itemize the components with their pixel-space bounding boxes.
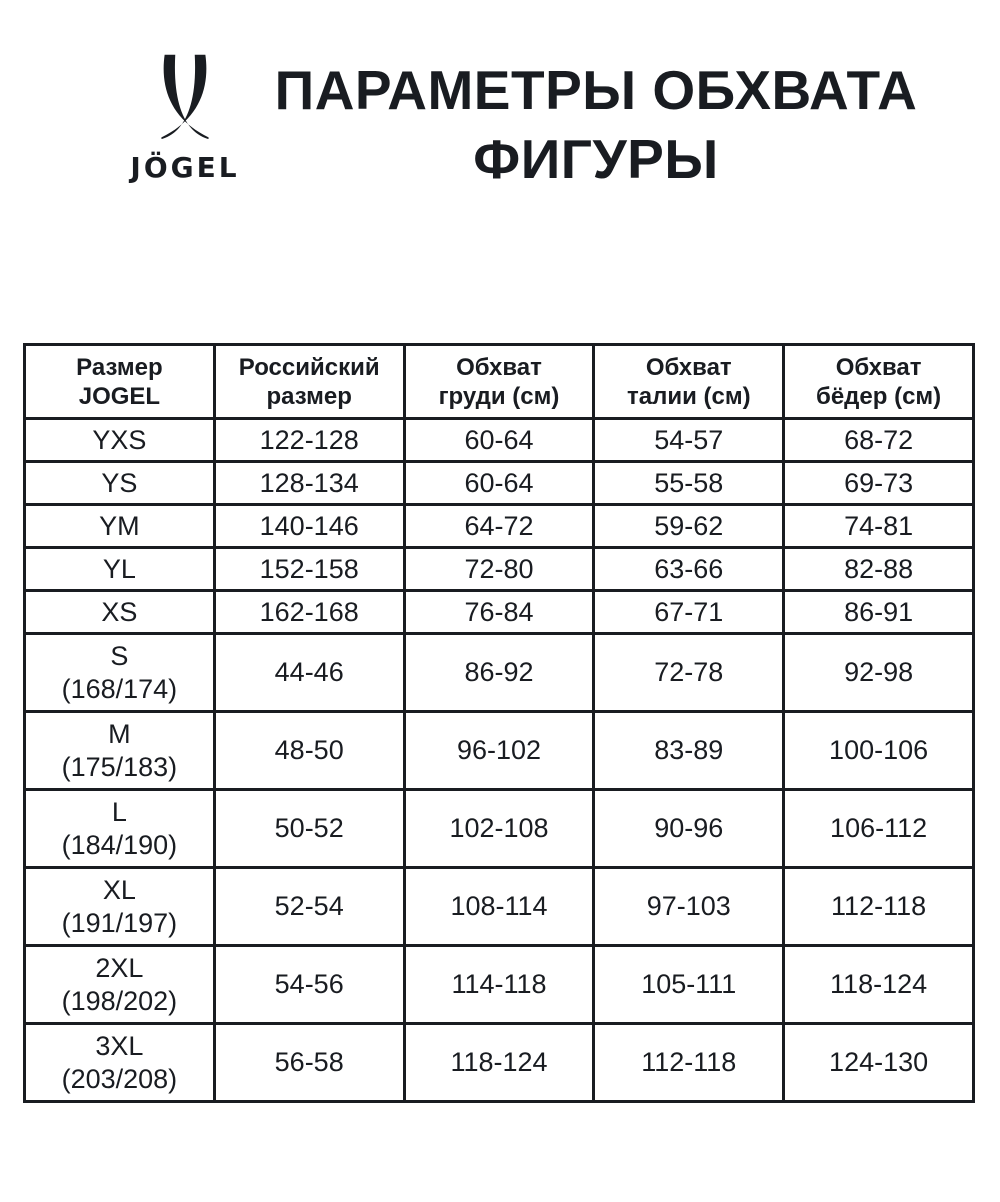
header-row — [25, 345, 974, 419]
size-name: L — [111, 796, 127, 827]
cell-russian-size: 152-158 — [214, 548, 404, 591]
size-name: M — [108, 718, 131, 749]
size-height-range: (184/190) — [61, 829, 178, 860]
cell-hips: 100-106 — [784, 712, 974, 790]
cell-chest: 76-84 — [404, 591, 594, 634]
size-table — [23, 343, 975, 1103]
size-name: YM — [99, 510, 140, 541]
cell-jogel-size — [25, 1024, 215, 1102]
cell-jogel-size — [25, 462, 215, 505]
cell-waist: 72-78 — [594, 634, 784, 712]
cell-chest: 102-108 — [404, 790, 594, 868]
size-name: 3XL — [95, 1030, 144, 1061]
cell-chest: 60-64 — [404, 462, 594, 505]
size-name: S — [110, 640, 129, 671]
cell-hips: 74-81 — [784, 505, 974, 548]
cell-chest: 114-118 — [404, 946, 594, 1024]
cell-hips: 118-124 — [784, 946, 974, 1024]
size-table-body — [25, 419, 974, 1102]
size-table-header — [25, 345, 974, 419]
size-height-range: (203/208) — [61, 1063, 178, 1094]
cell-waist: 97-103 — [594, 868, 784, 946]
cell-jogel-size — [25, 712, 215, 790]
cell-russian-size: 52-54 — [214, 868, 404, 946]
column-header-waist — [594, 345, 784, 419]
cell-jogel-size — [25, 790, 215, 868]
cell-jogel-size — [25, 419, 215, 462]
size-height-range: (191/197) — [61, 907, 178, 938]
cell-jogel-size — [25, 868, 215, 946]
cell-jogel-size — [25, 505, 215, 548]
table-row — [25, 505, 974, 548]
cell-waist: 55-58 — [594, 462, 784, 505]
size-name: XL — [102, 874, 136, 905]
jogel-wordmark: JÖGEL — [130, 151, 240, 184]
size-name: YXS — [92, 424, 147, 455]
page-title-line2: ФИГУРЫ — [473, 128, 719, 190]
size-name: XS — [101, 596, 138, 627]
cell-waist: 63-66 — [594, 548, 784, 591]
header-text: талии (см) — [626, 382, 751, 410]
cell-hips: 86-91 — [784, 591, 974, 634]
cell-hips: 82-88 — [784, 548, 974, 591]
cell-waist: 54-57 — [594, 419, 784, 462]
cell-russian-size: 44-46 — [214, 634, 404, 712]
cell-waist: 59-62 — [594, 505, 784, 548]
column-header-hips — [784, 345, 974, 419]
column-header-russian-size — [214, 345, 404, 419]
header-text: бёдер (см) — [816, 382, 942, 410]
cell-russian-size: 140-146 — [214, 505, 404, 548]
page-title-line1: ПАРАМЕТРЫ ОБХВАТА — [274, 59, 918, 121]
cell-hips: 112-118 — [784, 868, 974, 946]
header-text: Обхват — [456, 353, 542, 381]
table-row — [25, 712, 974, 790]
cell-jogel-size — [25, 548, 215, 591]
header-text: груди (см) — [438, 382, 560, 410]
size-name: 2XL — [95, 952, 144, 983]
size-height-range: (175/183) — [61, 751, 178, 782]
cell-jogel-size — [25, 634, 215, 712]
cell-russian-size: 48-50 — [214, 712, 404, 790]
cell-hips: 69-73 — [784, 462, 974, 505]
header-text: Обхват — [835, 353, 922, 381]
jogel-emblem-icon — [154, 54, 216, 144]
cell-chest: 118-124 — [404, 1024, 594, 1102]
cell-chest: 72-80 — [404, 548, 594, 591]
header-text: JOGEL — [78, 382, 161, 410]
cell-chest: 86-92 — [404, 634, 594, 712]
column-header-jogel-size — [25, 345, 215, 419]
size-height-range: (198/202) — [61, 985, 178, 1016]
table-row — [25, 462, 974, 505]
cell-hips: 92-98 — [784, 634, 974, 712]
cell-russian-size: 122-128 — [214, 419, 404, 462]
cell-waist: 112-118 — [594, 1024, 784, 1102]
table-row — [25, 591, 974, 634]
cell-hips: 124-130 — [784, 1024, 974, 1102]
cell-chest: 64-72 — [404, 505, 594, 548]
jogel-logo — [117, 54, 253, 184]
header-text: Размер — [76, 353, 163, 381]
table-row — [25, 946, 974, 1024]
table-row — [25, 548, 974, 591]
page-title — [250, 56, 942, 194]
cell-jogel-size — [25, 946, 215, 1024]
table-row — [25, 790, 974, 868]
size-height-range: (168/174) — [61, 673, 178, 704]
cell-chest: 60-64 — [404, 419, 594, 462]
cell-chest: 96-102 — [404, 712, 594, 790]
cell-russian-size: 162-168 — [214, 591, 404, 634]
cell-waist: 105-111 — [594, 946, 784, 1024]
cell-chest: 108-114 — [404, 868, 594, 946]
table-row — [25, 419, 974, 462]
size-name: YL — [102, 553, 136, 584]
table-row — [25, 868, 974, 946]
cell-waist: 83-89 — [594, 712, 784, 790]
cell-jogel-size — [25, 591, 215, 634]
cell-russian-size: 54-56 — [214, 946, 404, 1024]
column-header-chest — [404, 345, 594, 419]
cell-hips: 106-112 — [784, 790, 974, 868]
header-text: Обхват — [645, 353, 732, 381]
cell-russian-size: 56-58 — [214, 1024, 404, 1102]
header-text: размер — [266, 382, 352, 410]
size-name: YS — [101, 467, 138, 498]
cell-hips: 68-72 — [784, 419, 974, 462]
cell-russian-size: 128-134 — [214, 462, 404, 505]
table-row — [25, 634, 974, 712]
cell-russian-size: 50-52 — [214, 790, 404, 868]
cell-waist: 67-71 — [594, 591, 784, 634]
table-row — [25, 1024, 974, 1102]
cell-waist: 90-96 — [594, 790, 784, 868]
header-text: Российский — [238, 353, 380, 381]
